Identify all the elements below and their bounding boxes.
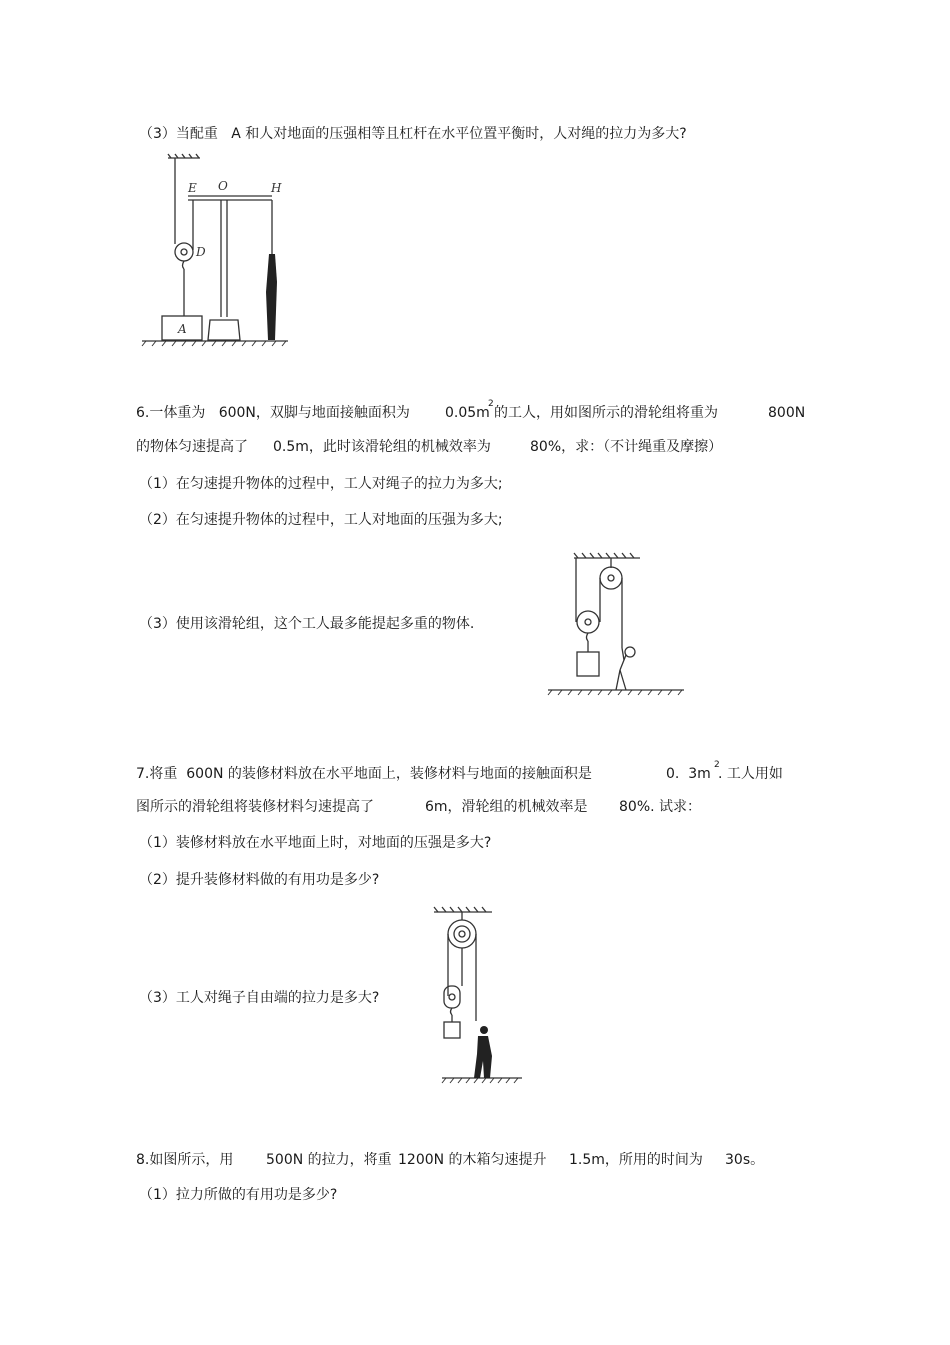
q8-time: 30s。: [725, 1152, 765, 1168]
q7-area: 0. 3m: [666, 766, 711, 782]
lever-pulley-figure: [138, 152, 298, 352]
q6-area-exponent: 2: [488, 399, 494, 409]
q8-height: 1.5m，所用的时间为: [569, 1152, 703, 1168]
q8-part1: （1）拉力所做的有用功是多少?: [139, 1187, 338, 1203]
q8-text: 8.如图所示，用: [136, 1152, 234, 1168]
q8-weight: 1200N 的木箱匀速提升: [398, 1152, 547, 1168]
q7-area-exponent: 2: [714, 760, 720, 770]
q8-force: 500N 的拉力，将重: [266, 1152, 392, 1168]
q6-area: 0.05m: [445, 405, 490, 421]
q6-text: 的工人，用如图所示的滑轮组将重为: [494, 405, 718, 421]
q6-line2: [136, 438, 836, 458]
q7-text: 7.将重 600N 的装修材料放在水平地面上，装修材料与地面的接触面积是: [136, 766, 592, 782]
q7-text: . 工人用如: [718, 766, 783, 782]
q7-text: 80%. 试求：: [619, 799, 702, 815]
label-E: E: [188, 181, 197, 195]
q6-text: 的物体匀速提高了: [136, 439, 248, 455]
q7-line2: [136, 798, 836, 818]
pulley-worker-figure-q7: [430, 906, 530, 1086]
q7-line1: [136, 760, 836, 785]
q6-part1: （1）在匀速提升物体的过程中，工人对绳子的拉力为多大;: [139, 476, 503, 492]
q7-part1: （1）装修材料放在水平地面上时，对地面的压强是多大?: [139, 835, 492, 851]
q5-part3: （3）当配重 A 和人对地面的压强相等且杠杆在水平位置平衡时，人对绳的拉力为多大?: [139, 126, 687, 142]
label-H: H: [271, 181, 282, 195]
q7-text: 图所示的滑轮组将装修材料匀速提高了: [136, 799, 374, 815]
label-O: O: [218, 179, 228, 193]
q6-text: 80%，求：（不计绳重及摩擦）: [530, 439, 723, 455]
q7-part3: （3）工人对绳子自由端的拉力是多大?: [139, 990, 380, 1006]
q6-text: 0.5m，此时该滑轮组的机械效率为: [273, 439, 491, 455]
q6-text: 6.一体重为 600N，双脚与地面接触面积为: [136, 405, 410, 421]
pulley-worker-figure-q6: [548, 552, 688, 702]
label-A: A: [178, 322, 187, 336]
q6-weight: 800N: [768, 405, 806, 421]
label-D: D: [196, 245, 206, 259]
q7-text: 6m，滑轮组的机械效率是: [425, 799, 588, 815]
q7-part2: （2）提升装修材料做的有用功是多少?: [139, 872, 380, 888]
q6-part2: （2）在匀速提升物体的过程中，工人对地面的压强为多大;: [139, 512, 503, 528]
q8-line1: [136, 1151, 836, 1171]
q6-part3: （3）使用该滑轮组，这个工人最多能提起多重的物体.: [139, 616, 475, 632]
q6-line1: [136, 399, 836, 424]
